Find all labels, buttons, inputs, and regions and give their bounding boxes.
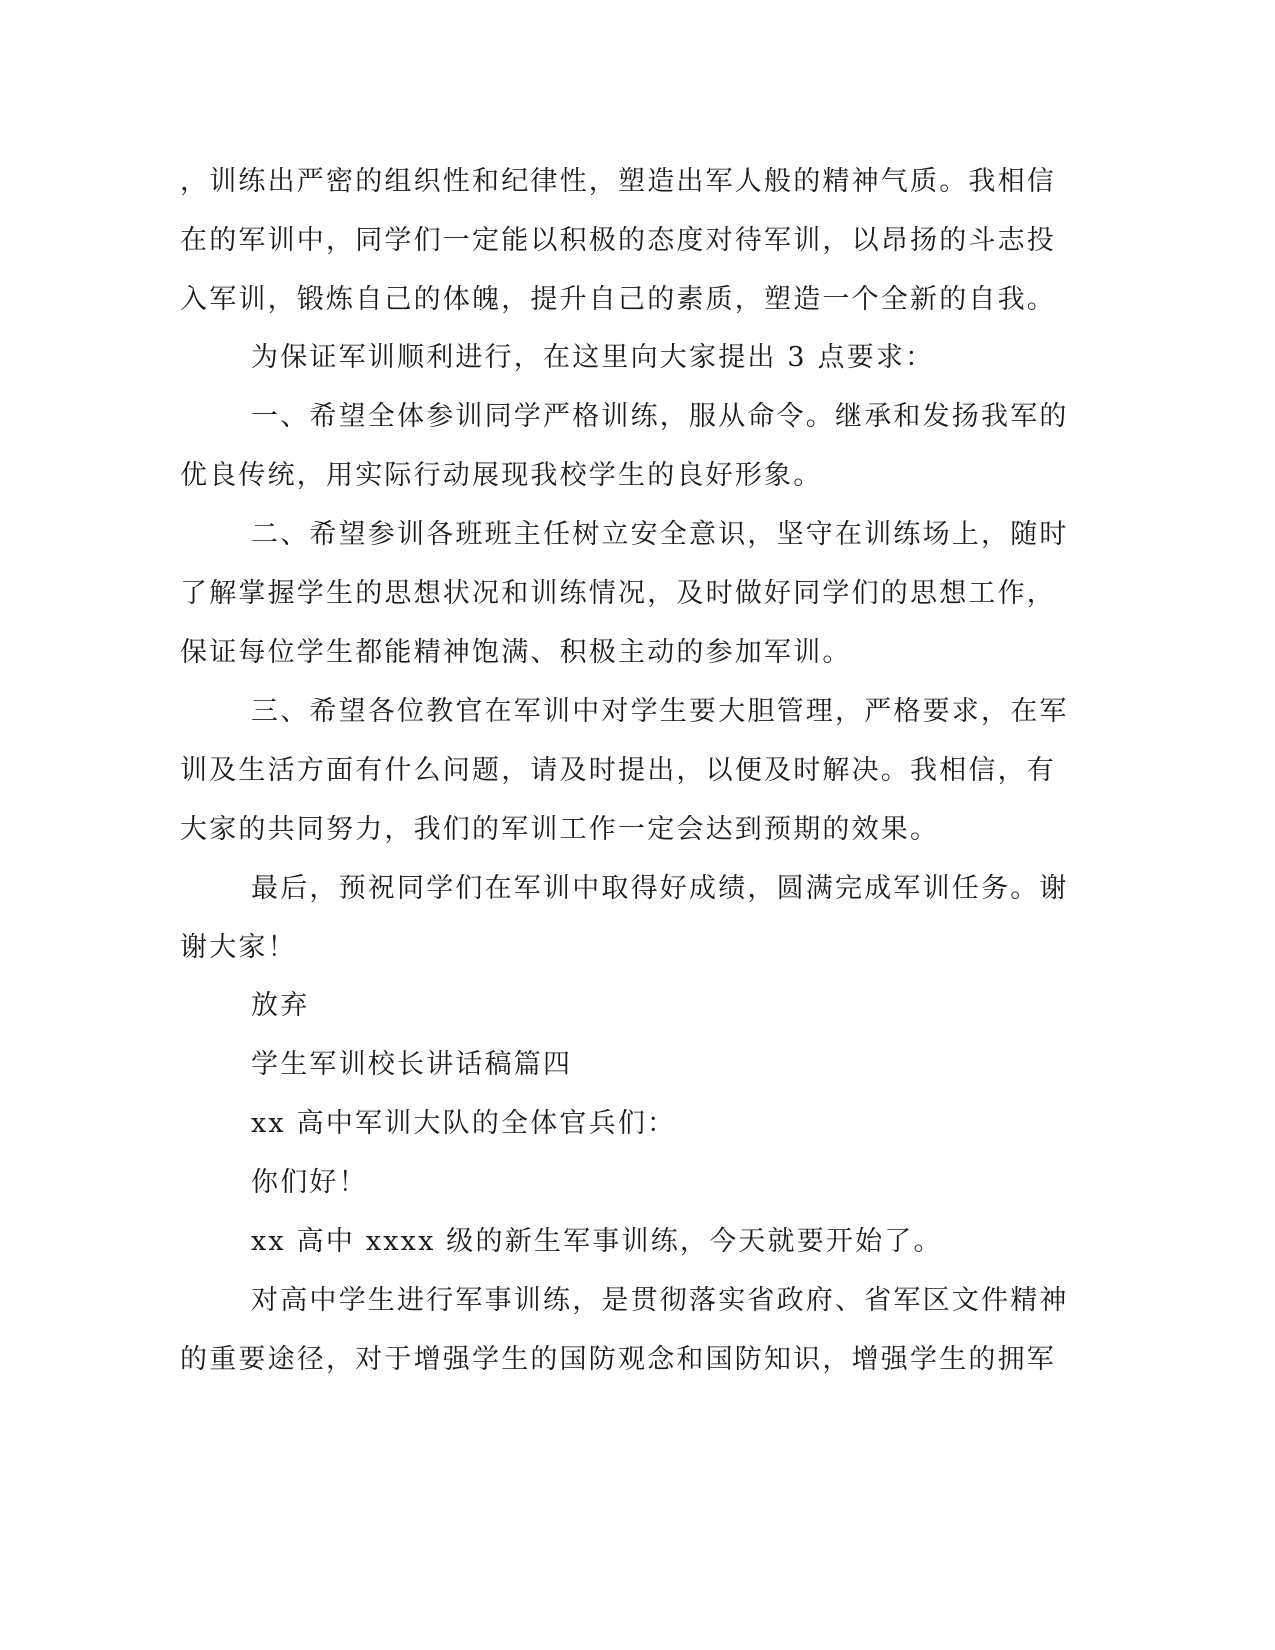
text-line: 训及生活方面有什么问题，请及时提出，以便及时解决。我相信，有 (180, 755, 1056, 786)
text-line: 一、希望全体参训同学严格训练，服从命令。继承和发扬我军的 (251, 401, 1069, 432)
text-line: 入军训，锻炼自己的体魄，提升自己的素质，塑造一个全新的自我。 (180, 284, 1056, 315)
text-line: 了解掌握学生的思想状况和训练情况，及时做好同学们的思想工作， (180, 578, 1056, 609)
text-line: 为保证军训顺利进行，在这里向大家提出 3 点要求： (251, 342, 935, 373)
text-line: xx 高中 xxxx 级的新生军事训练，今天就要开始了。 (251, 1226, 943, 1257)
text-line: 放弃 (251, 990, 310, 1021)
text-line: 三、希望各位教官在军训中对学生要大胆管理，严格要求，在军 (251, 696, 1069, 727)
text-line: 优良传统，用实际行动展现我校学生的良好形象。 (180, 460, 823, 491)
text-line: 对高中学生进行军事训练，是贯彻落实省政府、省军区文件精神 (251, 1285, 1069, 1316)
text-line: 在的军训中，同学们一定能以积极的态度对待军训，以昂扬的斗志投 (180, 225, 1056, 256)
text-line: 的重要途径，对于增强学生的国防观念和国防知识，增强学生的拥军 (180, 1344, 1056, 1375)
salutation: xx 高中军训大队的全体官兵们： (251, 1108, 677, 1139)
greeting: 你们好！ (251, 1167, 368, 1198)
text-line: ，训练出严密的组织性和纪律性，塑造出军人般的精神气质。我相信 (180, 166, 1056, 197)
text-line: 谢大家！ (180, 932, 297, 963)
text-line: 大家的共同努力，我们的军训工作一定会达到预期的效果。 (180, 814, 940, 845)
text-line: 最后，预祝同学们在军训中取得好成绩，圆满完成军训任务。谢 (251, 873, 1069, 904)
text-line: 保证每位学生都能精神饱满、积极主动的参加军训。 (180, 637, 852, 668)
section-heading: 学生军训校长讲话稿篇四 (251, 1049, 573, 1080)
text-line: 二、希望参训各班班主任树立安全意识，坚守在训练场上，随时 (251, 519, 1069, 550)
